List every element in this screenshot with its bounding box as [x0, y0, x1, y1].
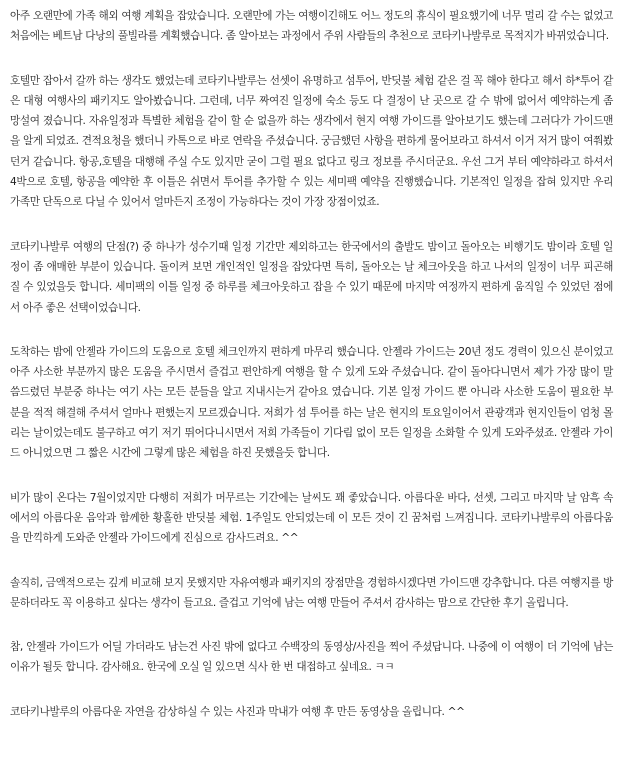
paragraph-photos-thanks: 참, 안젤라 가이드가 어딜 가더라도 남는건 사진 밖에 없다고 수백장의 동영상/사진을 찍어 주셨답니다. 나중에 이 여행이 더 기억에 남는 이유가 될듯 합니다. 감사해요. 한국에 오실 일 있으면 식사 한 번 대접하고 싶네요. ㅋㅋ: [10, 641, 613, 674]
paragraph-trip-planning: 아주 오랜만에 가족 해외 여행 계획을 잡았습니다. 오랜만에 가는 여행이긴해도 어느 정도의 휴식이 필요했기에 너무 멀리 갈 수는 없었고 처음에는 베트남 다낭의 풀빌라를 계획했습니다. 좀 알아보는 과정에서 주위 사람들의 추천으로 코타키나발루로 목적지가 바뀌었습니다.: [10, 10, 613, 43]
paragraph-flight-schedule: 코타키나발루 여행의 단점(?) 중 하나가 성수기때 일정 기간만 제외하고는 한국에서의 출발도 밤이고 돌아오는 비행기도 밤이라 호텔 일정이 좀 애매한 부분이 있습니다. 돌이켜 보면 개인적인 일정을 잡았다면 특히, 돌아오는 날 체크아웃을 하고 나서의 일정이 너무 피곤해 질 수 있었을듯 합니다. 세미팩의 이틀 일정 중 하루를 체크아웃하고 잡을 수 있기 때문에 마지막 여정까지 편하게 움직일 수 있었던 점에서 아주 좋은 선택이었습니다.: [10, 240, 613, 314]
paragraph-recommendation: 솔직히, 금액적으로는 깊게 비교해 보지 못했지만 자유여행과 패키지의 장점만을 경험하시겠다면 가이드맨 강추합니다. 다른 여행지를 방문하더라도 꼭 이용하고 싶다는 생각이 들고요. 즐겁고 기억에 남는 여행 만들어 주셔서 감사하는 맘으로 간단한 후기 올립니다.: [10, 576, 613, 609]
paragraph-media-intro: 코타키나발루의 아름다운 자연을 감상하실 수 있는 사진과 막내가 여행 후 만든 동영상을 올립니다. ^^: [10, 705, 465, 718]
paragraph-weather-experience: 비가 많이 온다는 7월이었지만 다행히 저희가 머무르는 기간에는 날씨도 꽤 좋았습니다. 아름다운 바다, 선셋, 그리고 마지막 날 암흑 속에서의 아름다운 음악과 함께한 황홀한 반딧불 체험. 1주일도 안되었는데 이 모든 것이 긴 꿈처럼 느껴집니다. 코타키나발루의 아름다움을 만끽하게 도와준 안젤라 가이드에게 진심으로 감사드려요. ^^: [10, 491, 613, 545]
paragraph-choosing-guide: 호텔만 잡아서 갈까 하는 생각도 했었는데 코타키나발루는 선셋이 유명하고 섬투어, 반딧불 체험 같은 걸 꼭 해야 한다고 해서 하*투어 같은 대형 여행사의 패키지도 알아봤습니다. 그런데, 너무 짜여진 일정에 숙소 등도 다 결정이 난 곳으로 갈 수 밖에 없어서 예약하는게 좀 망설여 졌습니다. 자유일정과 특별한 체험을 같이 할 순 없을까 하는 생각에서 현지 여행 가이드를 알아보기도 했는데 그러다가 가이드맨을 알게 되었죠. 견적요청을 했더니 카톡으로 바로 연락을 주셨습니다. 궁금했던 사항을 편하게 물어보라고 하셔서 이거 저거 많이 여쭤봤던거 같습니다. 항공,호텔을 대행해 주실 수도 있지만 굳이 그럴 필요 없다고 링크 정보를 주시더군요. 우선 그거 부터 예약하라고 하셔서 4박으로 호텔, 항공을 예약한 후 이틀은 쉬면서 투어를 추가할 수 있는 세미팩 예약을 진행했습니다. 기본적인 일정을 잡혀 있지만 우리 가족만 단독으로 다닐 수 있어서 얼마든지 조정이 가능하다는 것이 가장 장점이었죠.: [10, 74, 613, 209]
paragraph-guide-angela: 도착하는 밤에 안젤라 가이드의 도움으로 호텔 체크인까지 편하게 마무리 했습니다. 안젤라 가이드는 20년 정도 경력이 있으신 분이었고 아주 사소한 부분까지 많은 도움을 주시면서 즐겁고 편안하게 여행을 할 수 있게 도와 주셨습니다. 같이 돌아다니면서 제가 가장 많이 말씀드렸던 부분중 하나는 여기 사는 모든 분들을 알고 지내시는거 같아요 였습니다. 기본 일정 가이드 뿐 아니라 사소한 도움이 필요한 부분을 적적 해결해 주셔서 얼마나 편했는지 모르겠습니다. 저희가 섬 투어를 하는 날은 현지의 토요일이어서 관광객과 현지인들이 엄청 몰리는 날이었는데도 불구하고 여기 저기 뛰어다니시면서 저희 가족들이 기다림 없이 모든 일정을 소화할 수 있게 도와주셨죠. 안젤라 가이드 아니었으면 그 짧은 시간에 그렇게 많은 체험을 하진 못했을듯 합니다.: [10, 345, 613, 460]
